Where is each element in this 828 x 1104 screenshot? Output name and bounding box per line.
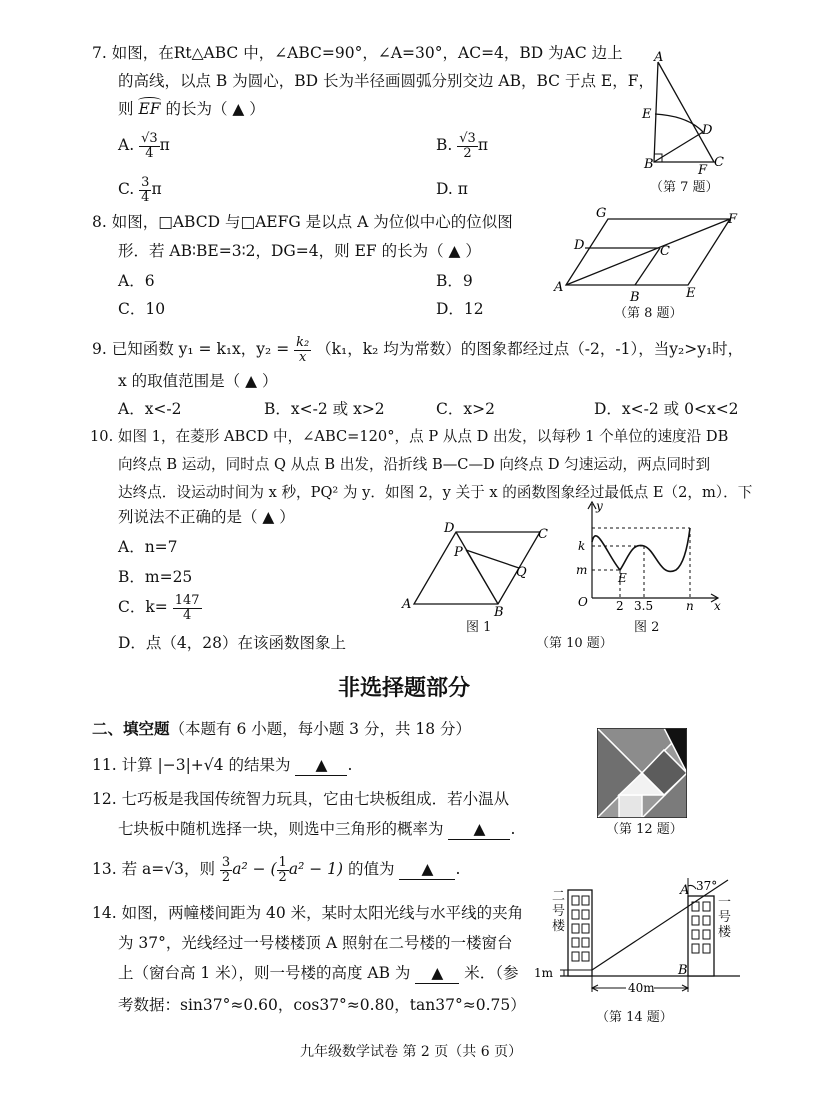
q10-caption: （第 10 题） bbox=[536, 636, 613, 651]
q12-answer-blank[interactable]: ▲ bbox=[448, 820, 510, 840]
q7-triangle bbox=[654, 62, 714, 162]
q7-height-bd bbox=[654, 132, 703, 162]
q10-label-o: O bbox=[578, 595, 588, 609]
q8-option-c[interactable]: C．10 bbox=[118, 300, 166, 318]
q7-figure bbox=[636, 50, 736, 175]
q14-line4: 考数据：sin37°≈0.60，cos37°≈0.80，tan37°≈0.75） bbox=[118, 996, 526, 1014]
q10-figure1 bbox=[398, 518, 558, 618]
q10-line4: 列说法不正确的是（ ▲ ） bbox=[118, 508, 295, 526]
q7-line3 bbox=[118, 100, 265, 119]
q14-label-40m: 40m bbox=[628, 981, 655, 995]
q8-option-a[interactable]: A．6 bbox=[118, 272, 155, 290]
q7-label-a: A bbox=[654, 50, 664, 65]
q14-line2: 为 37°，光线经过一号楼楼顶 A 照射在二号楼的一楼窗台 bbox=[118, 934, 513, 952]
q7-option-c[interactable]: C. $\frac{3}{4}$ π bbox=[118, 175, 162, 205]
q10-option-d[interactable]: D．点（4，28）在该函数图象上 bbox=[118, 634, 347, 652]
q7-line3-suffix: 的长为（ ▲ ） bbox=[165, 100, 265, 118]
q10-tick-3-5: 3.5 bbox=[634, 599, 654, 613]
q11: 11. 计算 |−3|+√4 的结果为 ▲ . bbox=[92, 756, 353, 774]
q12-line1: 12. 七巧板是我国传统智力玩具，它由七块板组成．若小温从 bbox=[92, 790, 510, 808]
q10-label-b: B bbox=[494, 605, 504, 618]
q10-label-m: m bbox=[576, 563, 588, 577]
q10-label-p: P bbox=[454, 545, 463, 560]
q7-line2: 的高线，以点 B 为圆心，BD 长为半径画圆弧分别交边 AB，BC 于点 E，F， bbox=[118, 72, 654, 90]
q8-option-b[interactable]: B．9 bbox=[436, 272, 473, 290]
q10-option-a[interactable]: A．n=7 bbox=[118, 538, 178, 556]
q9-frac: $\frac{\text{k₂}}{x}$ bbox=[296, 335, 310, 365]
q8-label-f: F bbox=[728, 212, 738, 227]
q7-label-f: F bbox=[698, 163, 708, 175]
q10-label-e: E bbox=[618, 571, 627, 585]
q14-answer-blank[interactable]: ▲ bbox=[415, 964, 459, 984]
q8-label-g: G bbox=[596, 206, 607, 221]
page-footer: 九年级数学试卷 第 2 页（共 6 页） bbox=[300, 1044, 523, 1060]
q7-label-b: B bbox=[644, 157, 654, 172]
q10-option-b[interactable]: B．m=25 bbox=[118, 568, 193, 586]
q14-label-b: B bbox=[678, 963, 688, 978]
q10-line2: 向终点 B 运动，同时点 Q 从点 B 出发，沿折线 B—C—D 向终点 D 匀速运动，两点同时到 bbox=[118, 456, 711, 473]
q12-caption: （第 12 题） bbox=[606, 822, 683, 837]
q10-label-y: y bbox=[596, 499, 603, 513]
q12-line2: 七块板中随机选择一块，则选中三角形的概率为 ▲ . bbox=[118, 820, 516, 838]
q14-line3: 上（窗台高 1 米），则一号楼的高度 AB 为 ▲ 米．（参 bbox=[118, 964, 519, 982]
q10-segment-pq bbox=[466, 550, 519, 568]
q9-option-a[interactable]: A．x<-2 bbox=[118, 400, 182, 418]
q7-arc-ef: EF bbox=[138, 100, 160, 119]
section-title: 非选择题部分 bbox=[338, 676, 471, 701]
q10-option-c-frac: $\frac{147}{4}$ bbox=[174, 593, 200, 623]
q8-label-d: D bbox=[574, 238, 585, 253]
q8-line1: 8. 如图，□ABCD 与□AEFG 是以点 A 为位似中心的位似图 bbox=[92, 213, 513, 231]
q9-option-c[interactable]: C．x>2 bbox=[436, 400, 495, 418]
q14-caption: （第 14 题） bbox=[596, 1010, 673, 1025]
q10-tick-n: n bbox=[686, 599, 694, 613]
arc-mark-icon bbox=[138, 97, 160, 104]
q9-option-d[interactable]: D．x<-2 或 0<x<2 bbox=[594, 400, 739, 418]
q8-segment-bc bbox=[635, 248, 660, 285]
q7-option-b[interactable]: B. $\frac{√3}{2}$ π bbox=[436, 131, 489, 161]
q10-tick-2: 2 bbox=[616, 599, 624, 613]
q10-label-x: x bbox=[714, 599, 721, 613]
q7-line1: 7. 如图，在Rt△ABC 中，∠ABC=90°，∠A=30°，AC=4，BD 为AC 边上 bbox=[92, 44, 623, 62]
q7-option-d[interactable]: D. π bbox=[436, 180, 468, 198]
q10-label-d: D bbox=[444, 521, 455, 536]
q7-option-a-frac: $\frac{√3}{4}$ bbox=[141, 131, 158, 161]
q8-label-b: B bbox=[630, 290, 640, 305]
q13-frac2: $\frac{1}{2}$ bbox=[278, 855, 287, 885]
q7-line3-prefix: 则 bbox=[118, 100, 134, 118]
q14-label-building2: 二号楼 bbox=[552, 889, 566, 934]
q10-label-q: Q bbox=[516, 565, 527, 580]
q11-answer-blank[interactable]: ▲ bbox=[295, 756, 347, 776]
q10-label-c: C bbox=[538, 527, 548, 542]
part2-heading bbox=[92, 720, 471, 739]
q11-expression: |−3|+√4 bbox=[157, 756, 224, 774]
q7-label-d: D bbox=[702, 123, 713, 138]
q7-option-a[interactable]: A. $\frac{√3}{4}$ π bbox=[118, 131, 170, 161]
q12-tangram-figure bbox=[597, 728, 687, 818]
q10-fig1-caption: 图 1 bbox=[466, 620, 492, 635]
q8-label-e: E bbox=[686, 286, 696, 301]
q14-label-building1: 一号楼 bbox=[718, 895, 732, 940]
q7-label-e: E bbox=[642, 107, 652, 122]
q14-label-37: 37° bbox=[696, 879, 718, 893]
q7-label-c: C bbox=[714, 155, 724, 170]
q8-line2: 形．若 AB∶BE=3∶2，DG=4，则 EF 的长为（ ▲ ） bbox=[118, 242, 481, 260]
part2-heading-note: （本题有 6 小题，每小题 3 分，共 18 分） bbox=[169, 720, 472, 738]
q8-option-d[interactable]: D．12 bbox=[436, 300, 484, 318]
q8-diagonal-af bbox=[566, 219, 730, 285]
q10-label-a: A bbox=[402, 597, 412, 612]
q13-answer-blank[interactable]: ▲ bbox=[399, 860, 455, 880]
q7-option-c-frac: $\frac{3}{4}$ bbox=[141, 175, 150, 205]
q10-option-c[interactable]: C．k= $\frac{147}{4}$ bbox=[118, 593, 200, 623]
q7-option-b-frac: $\frac{√3}{2}$ bbox=[459, 131, 476, 161]
q10-line1: 10. 如图 1，在菱形 ABCD 中，∠ABC=120°，点 P 从点 D 出发，以每秒 1 个单位的速度沿 DB bbox=[90, 428, 729, 445]
q7-caption: （第 7 题） bbox=[650, 180, 719, 195]
q14-label-1m: 1m bbox=[534, 966, 554, 980]
q13-frac1: $\frac{3}{2}$ bbox=[221, 855, 231, 885]
q9-line2: x 的取值范围是（ ▲ ） bbox=[118, 372, 278, 390]
q8-figure bbox=[550, 205, 740, 305]
q10-function-curve bbox=[592, 528, 690, 571]
q8-label-c: C bbox=[660, 244, 670, 259]
q14-line1: 14. 如图，两幢楼间距为 40 米，某时太阳光线与水平线的夹角 bbox=[92, 904, 524, 922]
q10-figure2 bbox=[568, 498, 728, 616]
q10-line3: 达终点．设运动时间为 x 秒，PQ² 为 y．如图 2，y 关于 x 的函数图象经过最低点 E（2，m）．下 bbox=[118, 484, 753, 501]
q14-label-a: A bbox=[680, 883, 690, 898]
tangram-parallelogram bbox=[619, 795, 642, 818]
q13: 13. 若 a=√3，则 $\frac{3}{2}$ a² − ( $\frac{1}{2}$ a² − 1) 的值为 ▲ . bbox=[92, 855, 461, 885]
q9-line1: 9. 已知函数 y₁ = k₁x，y₂ = $\frac{\text{k₂}}{x}$ （k₁，k₂ 均为常数）的图象都经过点（-2，-1），当y₂>y₁时， bbox=[92, 335, 744, 365]
q8-caption: （第 8 题） bbox=[614, 306, 683, 321]
q8-label-a: A bbox=[554, 280, 564, 295]
part2-heading-title: 二、填空题 bbox=[92, 719, 170, 738]
q10-fig2-caption: 图 2 bbox=[634, 620, 660, 635]
q9-option-b[interactable]: B．x<-2 或 x>2 bbox=[264, 400, 385, 418]
q10-label-k: k bbox=[578, 539, 586, 553]
